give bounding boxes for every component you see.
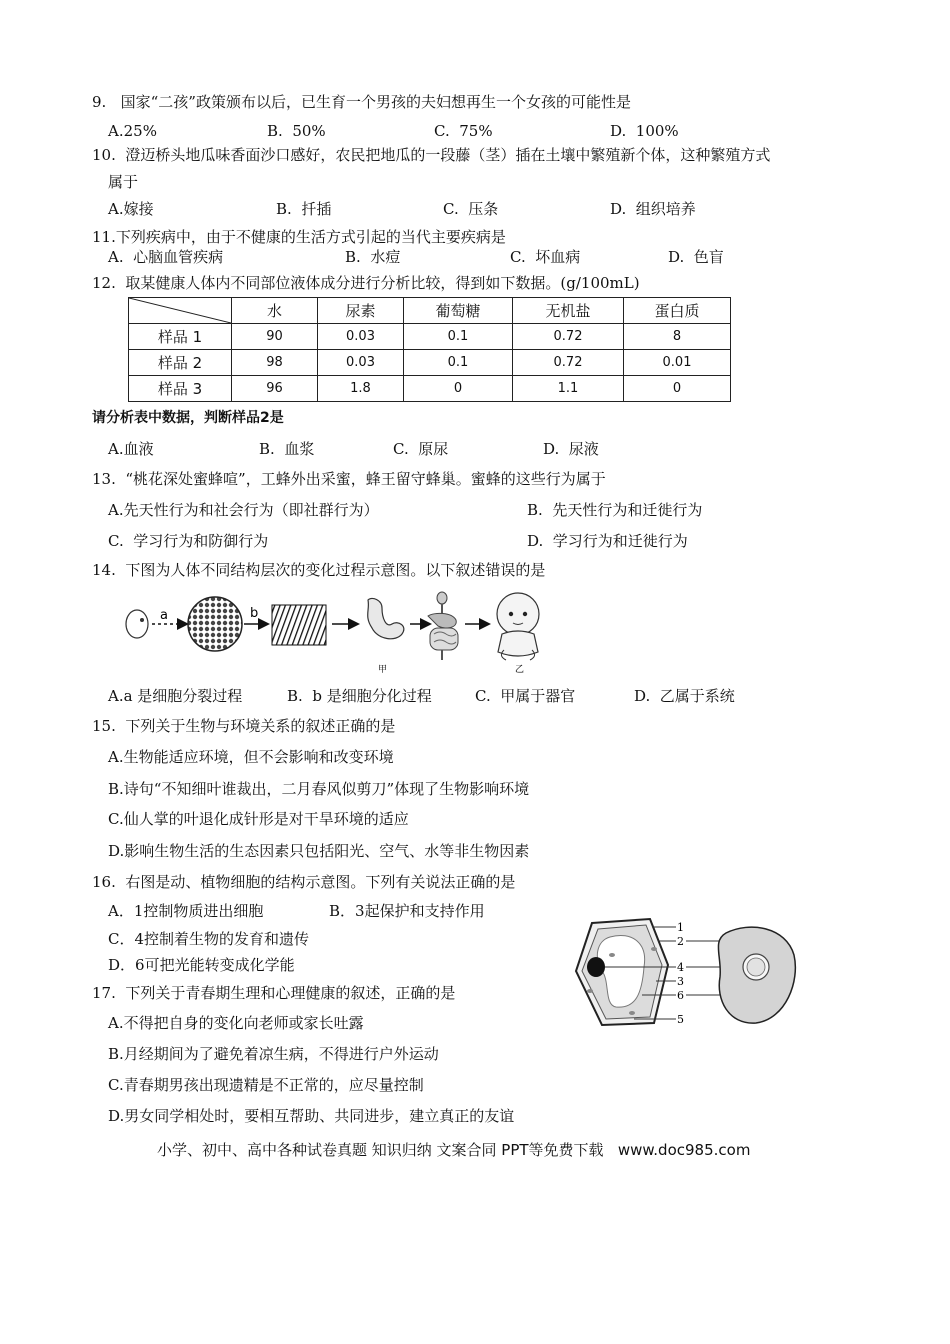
q15-stem: 15. 下列关于生物与环境关系的叙述正确的是 <box>92 717 396 735</box>
q11-stem: 11.下列疾病中，由于不健康的生活方式引起的当代主要疾病是 <box>92 228 506 246</box>
q12-prompt: 请分析表中数据，判断样品2是 <box>92 410 284 426</box>
q14-option-a: A.a 是细胞分裂过程 <box>108 687 243 705</box>
q16-option-d: D．6可把光能转变成化学能 <box>108 956 295 974</box>
q15-option-d: D.影响生物生活的生态因素只包括阳光、空气、水等非生物因素 <box>108 842 530 860</box>
q9-option-d: D. 100% <box>610 122 679 140</box>
plant-cell-icon <box>576 919 668 1025</box>
q15-option-c: C.仙人掌的叶退化成针形是对干旱环境的适应 <box>108 810 409 828</box>
q10-option-d: D. 组织培养 <box>610 200 696 218</box>
table-header-cell: 蛋白质 <box>624 298 731 324</box>
table-row-header: 样品 3 <box>129 376 232 402</box>
cell-label-4: 4 <box>677 961 684 974</box>
q13-option-a: A.先天性行为和社会行为（即社群行为） <box>108 501 379 519</box>
q13-option-c: C. 学习行为和防御行为 <box>108 532 269 550</box>
q14-structure-levels-diagram <box>120 590 560 680</box>
q12-option-b: B. 血浆 <box>259 440 315 458</box>
corner-diagonal-line <box>129 298 231 323</box>
table-cell: 0.72 <box>513 324 624 350</box>
q17-option-d: D.男女同学相处时，要相互帮助、共同进步，建立真正的友谊 <box>108 1107 515 1125</box>
q16-cell-diagram <box>572 915 802 1030</box>
q14-option-d: D. 乙属于系统 <box>634 687 735 705</box>
q11-option-d: D. 色盲 <box>668 248 724 266</box>
q9-option-c: C. 75% <box>434 122 493 140</box>
table-row-header: 样品 2 <box>129 350 232 376</box>
q13-stem: 13. “桃花深处蜜蜂喧”，工蜂外出采蜜，蜂王留守蜂巢。蜜蜂的这些行为属于 <box>92 470 606 488</box>
cell-cluster-icon <box>188 597 242 651</box>
q13-option-b: B. 先天性行为和迁徙行为 <box>527 501 703 519</box>
q12-option-d: D. 尿液 <box>543 440 599 458</box>
q10-stem: 10. 澄迈桥头地瓜味香面沙口感好，农民把地瓜的一段藤（茎）插在土壤中繁殖新个体，这种繁殖方式 <box>92 146 771 164</box>
table-cell: 0 <box>404 376 513 402</box>
diagram-label-b: b <box>250 606 259 621</box>
cell-label-5: 5 <box>677 1013 684 1026</box>
table-header-row <box>129 298 731 324</box>
q12-option-a: A.血液 <box>108 440 154 458</box>
q11-option-b: B. 水痘 <box>345 248 401 266</box>
q15-option-a: A.生物能适应环境，但不会影响和改变环境 <box>108 748 394 766</box>
diagram-label-jia: 甲 <box>378 665 388 675</box>
q16-option-a: A．1控制物质进出细胞 <box>108 902 264 920</box>
animal-cell-icon <box>718 927 795 1023</box>
q9-stem: 9. 国家“二孩”政策颁布以后，已生育一个男孩的夫妇想再生一个女孩的可能性是 <box>92 93 631 111</box>
table-header-cell: 水 <box>232 298 318 324</box>
table-row-header: 样品 1 <box>129 324 232 350</box>
baby-icon <box>497 593 539 660</box>
q14-option-c: C. 甲属于器官 <box>475 687 576 705</box>
q17-stem: 17. 下列关于青春期生理和心理健康的叙述，正确的是 <box>92 984 456 1002</box>
q17-option-a: A.不得把自身的变化向老师或家长吐露 <box>108 1014 364 1032</box>
table-cell: 8 <box>624 324 731 350</box>
q9-option-a: A.25% <box>108 122 157 140</box>
table-cell: 1.8 <box>318 376 404 402</box>
table-cell: 0.1 <box>404 350 513 376</box>
table-cell: 96 <box>232 376 318 402</box>
q15-option-b: B.诗句“不知细叶谁裁出，二月春风似剪刀”体现了生物影响环境 <box>108 780 530 798</box>
q12-option-c: C. 原尿 <box>393 440 449 458</box>
table-row <box>129 350 731 376</box>
table-cell: 1.1 <box>513 376 624 402</box>
table-cell: 98 <box>232 350 318 376</box>
q10-option-a: A.嫁接 <box>108 200 154 218</box>
q10-option-c: C. 压条 <box>443 200 499 218</box>
cell-label-6: 6 <box>677 989 684 1002</box>
table-header-cell: 葡萄糖 <box>404 298 513 324</box>
q16-option-b: B．3起保护和支持作用 <box>329 902 485 920</box>
cell-label-3: 3 <box>677 975 684 988</box>
q10-stem-continued: 属于 <box>108 173 139 191</box>
q17-option-b: B.月经期间为了避免着凉生病，不得进行户外运动 <box>108 1045 439 1063</box>
table-cell: 0 <box>624 376 731 402</box>
digestive-system-icon <box>428 592 458 660</box>
q17-option-c: C.青春期男孩出现遗精是不正常的，应尽量控制 <box>108 1076 424 1094</box>
q13-option-d: D. 学习行为和迁徙行为 <box>527 532 688 550</box>
q11-option-a: A. 心脑血管疾病 <box>108 248 224 266</box>
page-footer: 小学、初中、高中各种试卷真题 知识归纳 文案合同 PPT等免费下载 www.doc985.com <box>157 1141 751 1159</box>
table-row <box>129 324 731 350</box>
table-cell: 0.01 <box>624 350 731 376</box>
q14-option-b: B. b 是细胞分化过程 <box>287 687 432 705</box>
diagram-label-yi: 乙 <box>515 665 525 675</box>
diagram-label-a: a <box>160 608 168 623</box>
table-cell: 90 <box>232 324 318 350</box>
q16-stem: 16. 右图是动、植物细胞的结构示意图。下列有关说法正确的是 <box>92 873 516 891</box>
egg-cell-icon <box>126 610 148 638</box>
table-corner-cell <box>129 298 232 324</box>
q9-option-b: B. 50% <box>267 122 326 140</box>
q14-stem: 14. 下图为人体不同结构层次的变化过程示意图。以下叙述错误的是 <box>92 561 546 579</box>
q12-data-table <box>128 297 731 402</box>
stomach-icon <box>368 598 404 638</box>
tissue-icon <box>272 605 326 645</box>
table-header-cell: 无机盐 <box>513 298 624 324</box>
table-cell: 0.72 <box>513 350 624 376</box>
table-row <box>129 376 731 402</box>
table-cell: 0.1 <box>404 324 513 350</box>
q12-stem: 12. 取某健康人体内不同部位液体成分进行分析比较，得到如下数据。(g/100mL) <box>92 274 640 292</box>
q11-option-c: C. 坏血病 <box>510 248 581 266</box>
q10-option-b: B. 扦插 <box>276 200 332 218</box>
cell-label-2: 2 <box>677 935 684 948</box>
table-cell: 0.03 <box>318 350 404 376</box>
q16-option-c: C．4控制着生物的发育和遗传 <box>108 930 310 948</box>
table-header-cell: 尿素 <box>318 298 404 324</box>
table-cell: 0.03 <box>318 324 404 350</box>
cell-label-1: 1 <box>677 921 684 934</box>
